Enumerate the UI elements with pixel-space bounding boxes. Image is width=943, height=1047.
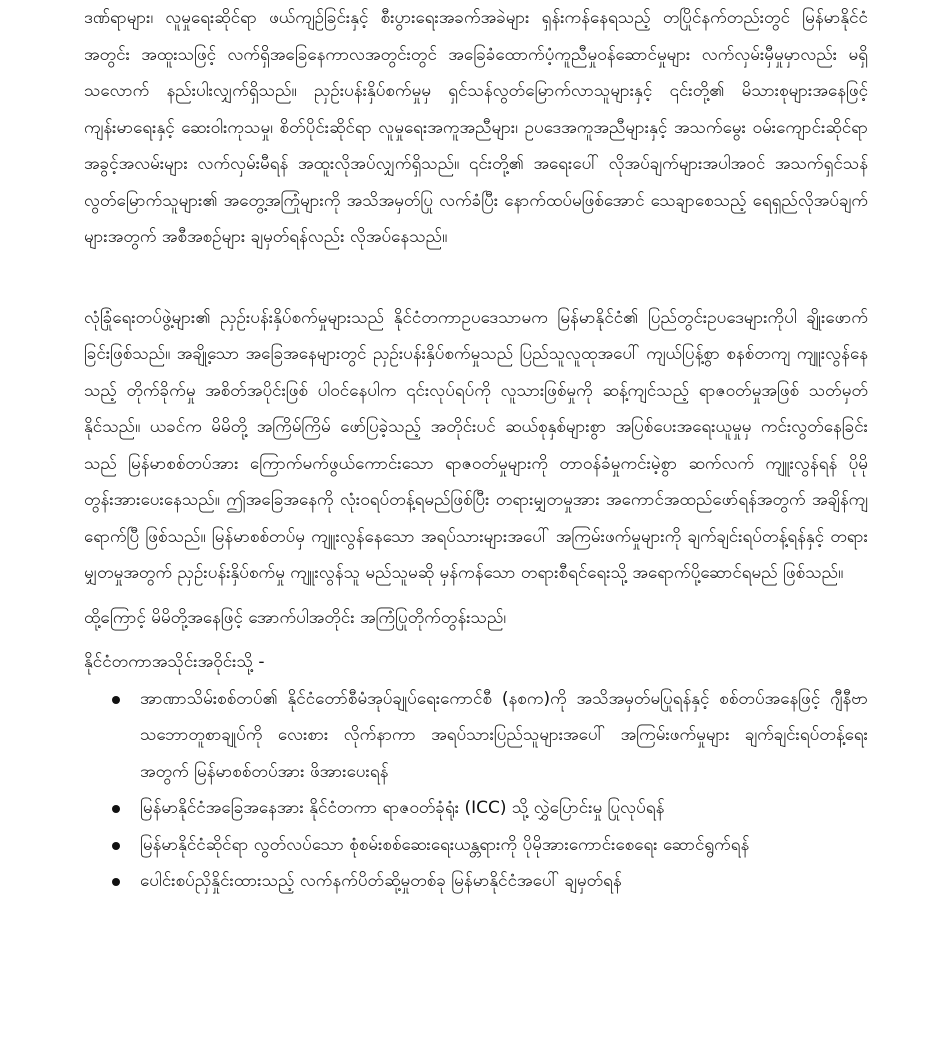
paragraph-recommendations-intro: ထို့ကြောင့် မိမိတို့အနေဖြင့် အောက်ပါအတိုင်း အကြံပြုတိုက်တွန်းသည်၊ bbox=[84, 607, 507, 628]
bullet-icon bbox=[112, 805, 120, 813]
document-body bbox=[84, 0, 868, 900]
list-item-text: အာဏာသိမ်းစစ်တပ်၏ နိုင်ငံတော်စီမံအုပ်ချုပ်ရေးကောင်စီ (နစက)ကို အသိအမှတ်မပြုရန်နှင့် စစ်တပ်အနေဖြင့် ဂျီနီဗာ သဘောတူစာချုပ်ကို လေးစား လိုက်နာကာ အရပ်သားပြည်သူများအပေါ် အကြမ်းဖက်မှုများ ချက်ချင်းရပ်တန့်ရေး အတွက် မြန်မာစစ်တပ်အား ဖိအားပေးရန် bbox=[140, 688, 868, 782]
bullet-icon bbox=[112, 878, 120, 886]
paragraph-international-community-heading: နိုင်ငံတကာအသိုင်းအဝိုင်းသို့ - bbox=[84, 652, 265, 672]
list-item bbox=[84, 827, 868, 864]
bullet-icon bbox=[112, 696, 120, 704]
list-item-text: မြန်မာနိုင်ငံဆိုင်ရာ လွတ်လပ်သော စုံစမ်းစစ်ဆေးရေးယန္တရားကို ပိုမိုအားကောင်းစေရေး ဆောင်ရွက်ရန် bbox=[140, 834, 750, 855]
list-item bbox=[84, 863, 868, 900]
list-item bbox=[84, 681, 868, 791]
recommendation-list bbox=[84, 681, 868, 900]
list-item-text: မြန်မာနိုင်ငံအခြေအနေအား နိုင်ငံတကာ ရာဇဝတ်ခုံရုံး (ICC) သို့ လွှဲပြောင်းမှု ပြုလုပ်ရန် bbox=[140, 798, 665, 818]
list-item-text: ပေါင်းစပ်ညှိနှိုင်းထားသည့် လက်နက်ပိတ်ဆို့မှုတစ်ခု မြန်မာနိုင်ငံအပေါ် ချမှတ်ရန် bbox=[140, 871, 622, 891]
paragraph-torture-accountability: လုံခြုံရေးတပ်ဖွဲ့များ၏ ညှဉ်းပန်းနှိပ်စက်မှုများသည် နိုင်ငံတကာဥပဒေသာမက မြန်မာနိုင်ငံ၏ ပြည်တွင်းဥပဒေများကိုပါ ချိုးဖောက်ခြင်းဖြစ်သည်။ အချို့သော အခြေအနေများတွင် ညှဉ်းပန်းနှိပ်စက်မှုသည် ပြည်သူလူထုအပေါ် ကျယ်ပြန့်စွာ စနစ်တကျ ကျူးလွန်နေသည့် တိုက်ခိုက်မှု အစိတ်အပိုင်းဖြစ် ပါဝင်နေပါက ၎င်းလုပ်ရပ်ကို လူသားဖြစ်မှုကို ဆန့်ကျင်သည့် ရာဇဝတ်မှုအဖြစ် သတ်မှတ်နိုင်သည်။ ယခင်က မိမိတို့ အကြိမ်ကြိမ် ဖော်ပြခဲ့သည့် အတိုင်းပင် ဆယ်စုနှစ်များစွာ အပြစ်ပေးအရေးယူမှုမှ ကင်းလွတ်နေခြင်းသည် မြန်မာစစ်တပ်အား ကြောက်မက်ဖွယ်ကောင်းသော ရာဇဝတ်မှုများကို တာဝန်ခံမှုကင်းမဲ့စွာ ဆက်လက် ကျူးလွန်ရန် ပိုမိုတွန်းအားပေးနေသည်။ ဤအခြေအနေကို လုံးဝရပ်တန့်ရမည်ဖြစ်ပြီး တရားမျှတမှုအား အကောင်အထည်ဖော်ရန်အတွက် အချိန်ကျရောက်ပြီ ဖြစ်သည်။ မြန်မာစစ်တပ်မှ ကျူးလွန်နေသော အရပ်သားများအပေါ် အကြမ်းဖက်မှုများကို ချက်ချင်းရပ်တန့်ရန်နှင့် တရားမျှတမှုအတွက် ညှဉ်းပန်းနှိပ်စက်မှု ကျူးလွန်သူ မည်သူမဆို မှန်ကန်သော တရားစီရင်ရေးသို့ အရောက်ပို့ဆောင်ရမည် ဖြစ်သည်။ bbox=[84, 307, 868, 583]
bullet-icon bbox=[112, 842, 120, 850]
list-item bbox=[84, 790, 868, 827]
paragraph-survivor-needs: ဒဏ်ရာများ၊ လူမှုရေးဆိုင်ရာ ဖယ်ကျဉ်ခြင်းနှင့် စီးပွားရေးအခက်အခဲများ ရှန်းကန်နေရသည့် တပြိုင်နက်တည်းတွင် မြန်မာနိုင်ငံအတွင်း အထူးသဖြင့် လက်ရှိအခြေနေကာလအတွင်းတွင် အခြေခံထောက်ပံ့ကူညီမှုဝန်ဆောင်မှုများ လက်လှမ်းမှီမှုမှာလည်း မရှိသလောက် နည်းပါးလျှက်ရှိသည်။ ညှဉ်းပန်းနှိပ်စက်မှုမှ ရှင်သန်လွတ်မြောက်လာသူများနှင့် ၎င်းတို့၏ မိသားစုများအနေဖြင့် ကျန်းမာရေးနှင့် ဆေးဝါးကုသမှု၊ စိတ်ပိုင်းဆိုင်ရာ လူမှုရေးအကူအညီများ၊ ဥပဒေအကူအညီများနှင့် အသက်မွေး ဝမ်းကျောင်းဆိုင်ရာ အခွင့်အလမ်းများ လက်လှမ်းမီရန် အထူးလိုအပ်လျှက်ရှိသည်။ ၎င်းတို့၏ အရေးပေါ် လိုအပ်ချက်များအပါအဝင် အသက်ရှင်သန်လွတ်မြောက်သူများ၏ အတွေ့အကြုံများကို အသိအမှတ်ပြု လက်ခံပြီး နောက်ထပ်မဖြစ်အောင် သေချာစေသည့် ရေရှည်လိုအပ်ချက်များအတွက် အစီအစဉ်များ ချမှတ်ရန်လည်း လိုအပ်နေသည်။ bbox=[84, 8, 868, 247]
